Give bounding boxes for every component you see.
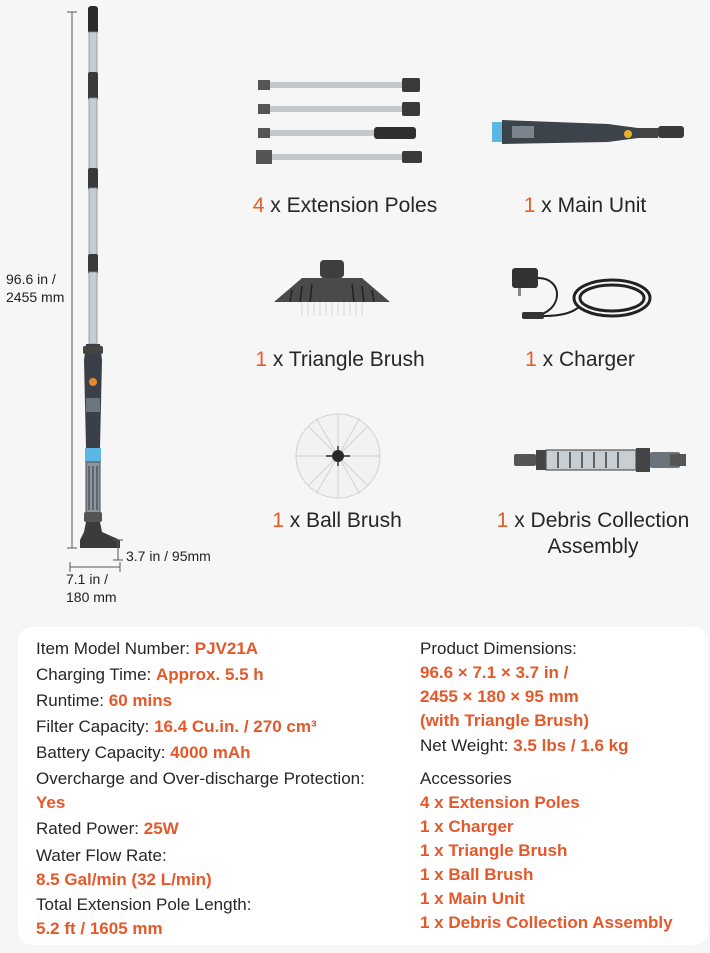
spec-pole-length bbox=[36, 894, 251, 915]
spec-product-dimensions bbox=[420, 638, 577, 659]
caption-ball-brush bbox=[262, 509, 412, 533]
depth-dimension-label: 3.7 in / 95mm bbox=[126, 548, 211, 564]
charger-image bbox=[504, 262, 654, 324]
spec-rated-power bbox=[36, 818, 179, 839]
spec-value: 16.4 Cu.in. / 270 cm³ bbox=[154, 717, 317, 736]
spec-label: Total Extension Pole Length: bbox=[36, 895, 252, 914]
accessory-item: 1 x Triangle Brush bbox=[420, 841, 568, 860]
extension-pole-segment bbox=[89, 272, 97, 344]
accessory-item: 1 x Ball Brush bbox=[420, 865, 534, 884]
caption-name: x Extension Poles bbox=[264, 194, 438, 217]
spec-value: Approx. 5.5 h bbox=[156, 665, 264, 684]
spec-value: 60 mins bbox=[108, 691, 173, 710]
pole-1 bbox=[258, 78, 420, 92]
caption-main-unit bbox=[505, 194, 665, 218]
height-imperial: 96.6 in / bbox=[6, 271, 56, 287]
caption-triangle-brush bbox=[245, 348, 435, 372]
caption-name: x Main Unit bbox=[535, 194, 647, 217]
spec-net-weight bbox=[420, 735, 629, 756]
accessory-item: 1 x Charger bbox=[420, 817, 514, 836]
spec-label: Filter Capacity: bbox=[36, 717, 155, 736]
caption-count: 4 bbox=[252, 194, 265, 217]
spec-value: 3.5 lbs / 1.6 kg bbox=[513, 736, 629, 755]
width-dimension-label bbox=[66, 570, 117, 606]
caption-count: 1 bbox=[255, 348, 268, 371]
caption-count: 1 bbox=[525, 348, 537, 371]
pole-top-grip bbox=[88, 6, 98, 34]
spec-protection-value: Yes bbox=[36, 793, 66, 812]
caption-name-line2: Assembly bbox=[547, 535, 639, 558]
extension-pole-segment bbox=[89, 188, 97, 256]
height-metric: 2455 mm bbox=[6, 289, 65, 305]
caption-count: 1 bbox=[496, 509, 509, 532]
caption-name: x Debris Collection bbox=[508, 509, 690, 532]
spec-value: 4000 mAh bbox=[170, 743, 251, 762]
spec-label: Net Weight: bbox=[420, 736, 514, 755]
accessory-item: 4 x Extension Poles bbox=[420, 793, 580, 812]
spec-label: Runtime: bbox=[36, 691, 109, 710]
ball-brush-image bbox=[292, 410, 384, 502]
spec-runtime bbox=[36, 690, 172, 711]
main-unit-image bbox=[488, 112, 688, 152]
spec-dimensions-line3: (with Triangle Brush) bbox=[420, 711, 590, 730]
spec-charging-time bbox=[36, 664, 264, 685]
height-dimension-label bbox=[6, 270, 64, 306]
caption-extension-poles bbox=[245, 194, 445, 218]
spec-pole-length-value: 5.2 ft / 1605 mm bbox=[36, 919, 163, 938]
extension-poles-image bbox=[250, 72, 430, 172]
accessory-item: 1 x Main Unit bbox=[420, 889, 525, 908]
pole-4 bbox=[256, 150, 422, 164]
spec-label: Rated Power: bbox=[36, 819, 144, 838]
accessory-item: 1 x Debris Collection Assembly bbox=[420, 913, 673, 932]
blue-ring bbox=[85, 448, 101, 462]
caption-debris-collection bbox=[478, 509, 708, 559]
caption-name: x Ball Brush bbox=[283, 509, 402, 532]
caption-name: x Charger bbox=[536, 348, 635, 371]
spec-label: Item Model Number: bbox=[36, 639, 195, 658]
spec-label: Accessories bbox=[420, 769, 512, 788]
spec-model bbox=[36, 638, 258, 659]
spec-label: Water Flow Rate: bbox=[36, 846, 167, 865]
spec-dimensions-line1: 96.6 × 7.1 × 3.7 in / bbox=[420, 663, 569, 682]
spec-label: Product Dimensions: bbox=[420, 639, 577, 658]
spec-dimensions-line2: 2455 × 180 × 95 mm bbox=[420, 687, 579, 706]
caption-count: 1 bbox=[272, 509, 284, 532]
main-unit-body bbox=[84, 344, 102, 448]
spec-value: 25W bbox=[143, 819, 179, 838]
triangle-brush-image bbox=[272, 256, 392, 322]
caption-charger bbox=[505, 348, 655, 372]
width-metric: 180 mm bbox=[66, 589, 117, 605]
width-imperial: 7.1 in / bbox=[66, 571, 109, 587]
debris-collection-image bbox=[510, 442, 690, 478]
caption-count: 1 bbox=[523, 194, 536, 217]
pole-3 bbox=[258, 127, 416, 139]
spec-label: Charging Time: bbox=[36, 665, 156, 684]
spec-label: Battery Capacity: bbox=[36, 743, 171, 762]
caption-name: x Triangle Brush bbox=[267, 348, 425, 371]
spec-protection bbox=[36, 768, 365, 789]
spec-water-flow bbox=[36, 845, 167, 866]
assembled-product-figure bbox=[0, 0, 240, 615]
spec-water-flow-value: 8.5 Gal/min (32 L/min) bbox=[36, 870, 212, 889]
spec-value: PJV21A bbox=[194, 639, 259, 658]
spec-battery-capacity bbox=[36, 742, 251, 763]
spec-filter-capacity bbox=[36, 716, 317, 737]
pole-2 bbox=[258, 102, 420, 116]
height-dimension-line bbox=[67, 12, 77, 548]
triangle-brush-head bbox=[80, 522, 120, 548]
spec-label: Overcharge and Over-discharge Protection: bbox=[36, 769, 365, 788]
spec-accessories-heading bbox=[420, 768, 512, 789]
extension-pole-segment bbox=[89, 32, 97, 74]
extension-pole-segment bbox=[89, 98, 97, 170]
